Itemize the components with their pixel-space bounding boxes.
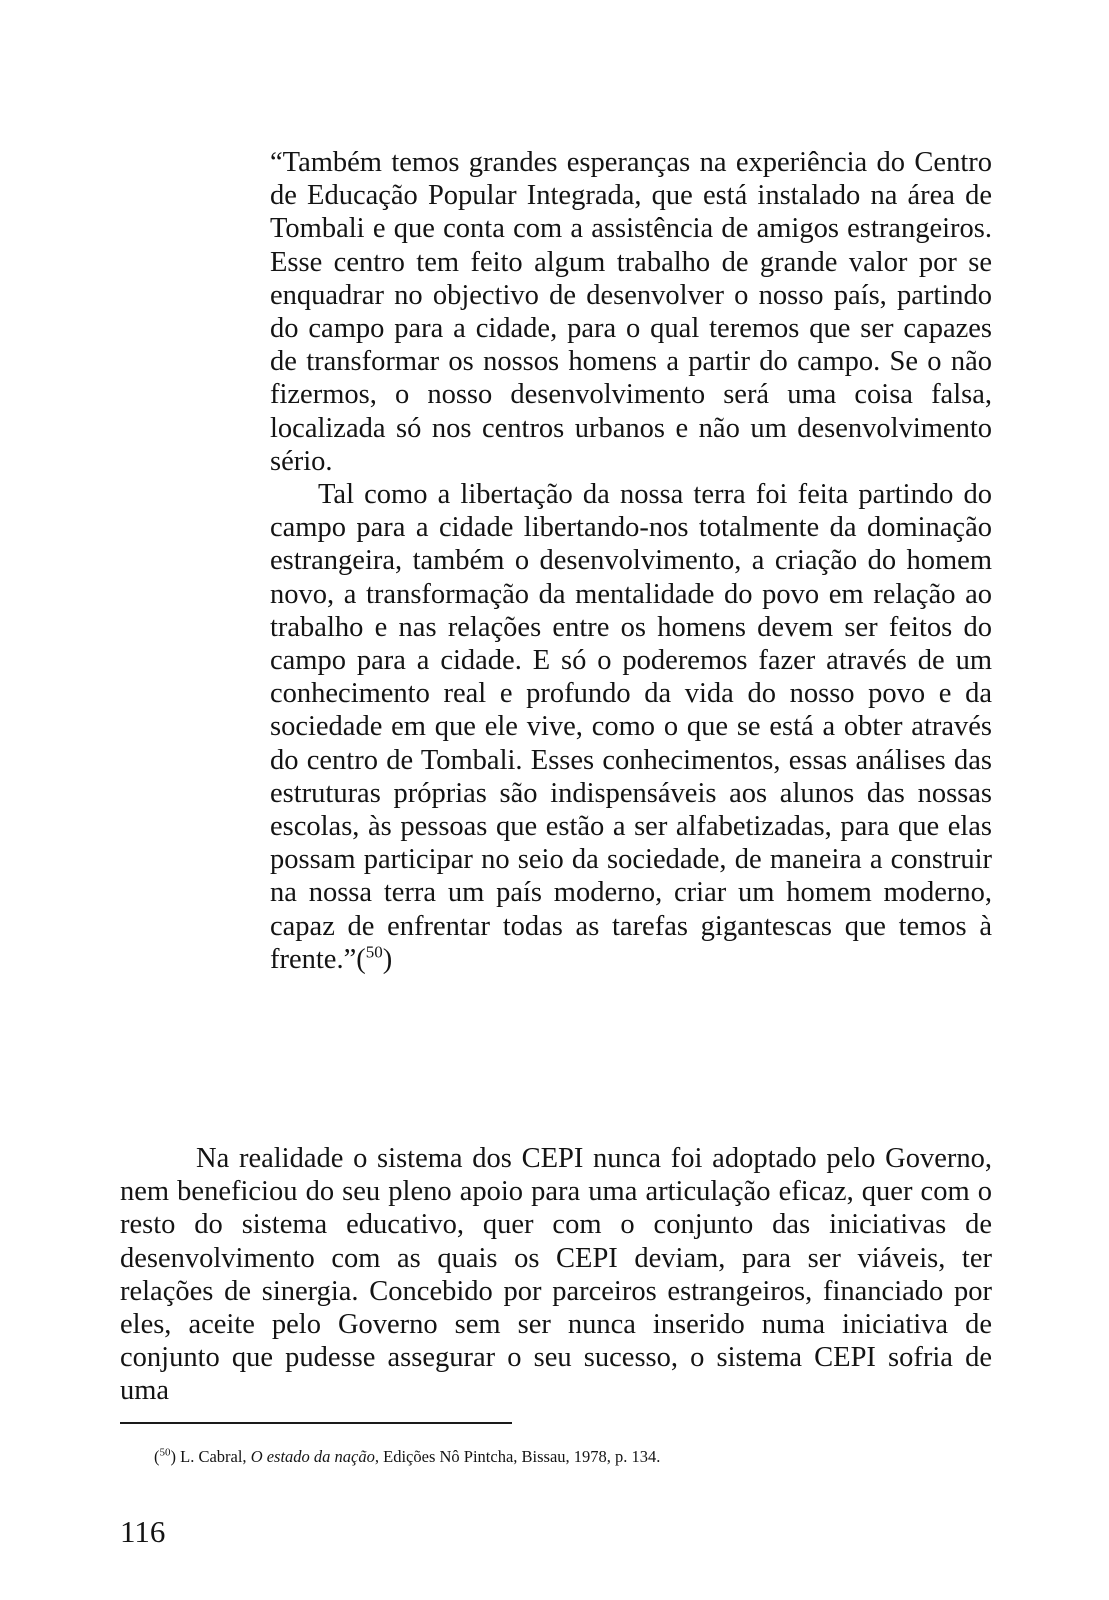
page-number: 116 bbox=[120, 1514, 166, 1549]
footnote-details: , Edições Nô Pintcha, Bissau, 1978, p. 134. bbox=[374, 1447, 661, 1466]
footnote-reference: 50 bbox=[365, 942, 383, 962]
footnote-title: O estado da nação bbox=[250, 1447, 375, 1466]
footnote bbox=[154, 1446, 954, 1468]
body-text bbox=[120, 1142, 992, 1408]
body-paragraph: Na realidade o sistema dos CEPI nunca foi adoptado pelo Governo, nem beneficiou do seu pleno apoio para uma articulação eficaz, quer com o resto do sistema educativo, quer com o conjunto das iniciativas de desenvolvimento com as quais os CEPI deviam, para ser viáveis, ter relações de sinergia. Concebido por parceiros estrangeiros, financiado por eles, aceite pelo Governo sem ser nunca inserido numa iniciativa de conjunto que pudesse assegurar o seu sucesso, o sistema CEPI sofria de uma bbox=[120, 1143, 992, 1407]
quote-paragraph-2 bbox=[270, 478, 992, 976]
quote-paragraph-2-text: Tal como a libertação da nossa terra foi feita partindo do campo para a cidade libertando-nos totalmente da dominação estrangeira, também o desenvolvimento, a criação do homem novo, a transformação da mentalidade do povo em relação ao trabalho e nas relações entre os homens devem ser feitos do campo para a cidade. E só o poderemos fazer através de um conhecimento real e profundo da vida do nosso povo e da sociedade em que ele vive, como o que se está a obter através do centro de Tombali. Esses conhecimentos, essas análises das estruturas próprias são indispensáveis aos alunos das nossas escolas, às pessoas que estão a ser alfabetizadas, para que elas possam participar no seio da sociedade, de maneira a construir na nossa terra um país moderno, criar um homem moderno, capaz de enfrentar todas as tarefas gigantescas que temos à frente.”( bbox=[270, 479, 992, 975]
footnote-divider bbox=[120, 1422, 512, 1424]
footnote-author: L. Cabral, bbox=[176, 1447, 251, 1466]
quote-paragraph-1: “Também temos grandes esperanças na experiência do Centro de Educação Popular Integrada, que está instalado na área de Tombali e que conta com a assistência de amigos estrangeiros. Esse centro tem feito algum trabalho de grande valor por se enquadrar no objectivo de desenvolver o nosso país, partindo do campo para a cidade, para o qual teremos que ser capazes de transformar os nossos homens a partir do campo. Se o não fizermos, o nosso desenvolvimento será uma coisa falsa, localizada só nos centros urbanos e não um desenvolvimento sério. bbox=[270, 147, 992, 477]
footnote-reference-close: ) bbox=[382, 943, 393, 975]
footnote-marker: ($^{50}$) bbox=[154, 1446, 176, 1466]
footnote-number: 50 bbox=[159, 1446, 171, 1459]
block-quote bbox=[270, 146, 992, 976]
